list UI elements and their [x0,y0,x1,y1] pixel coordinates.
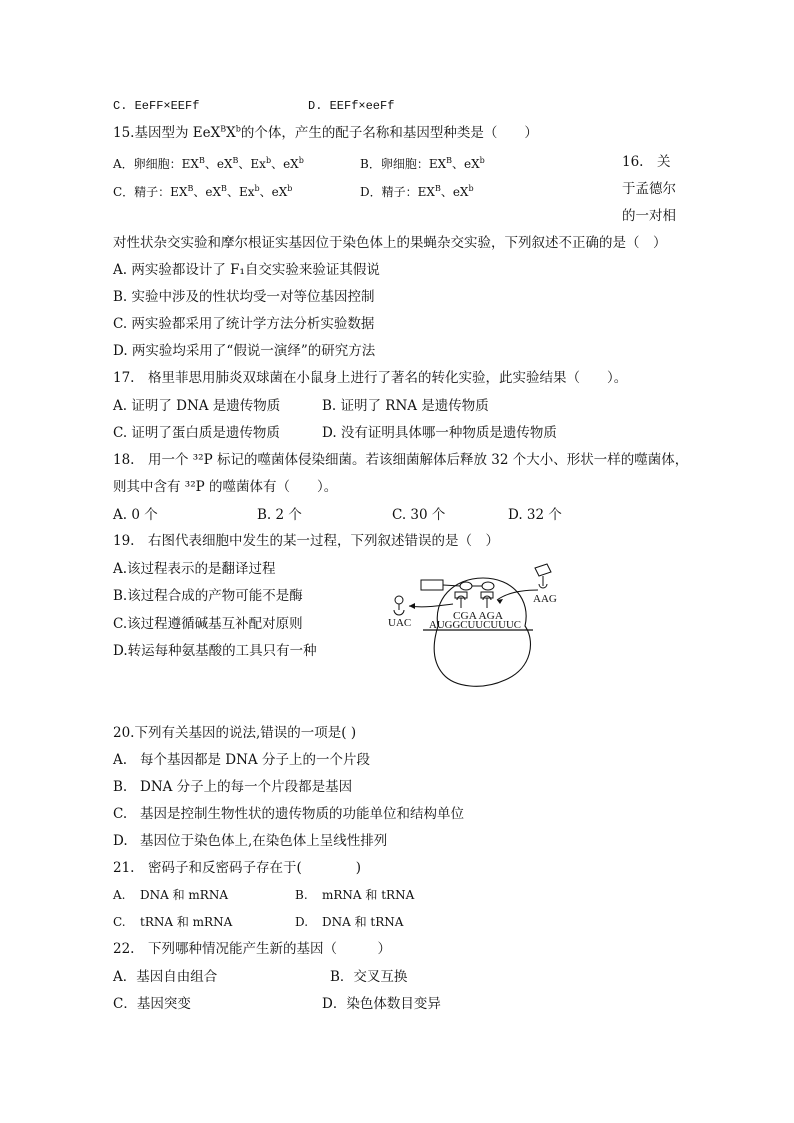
q21-option-c-key: C. [113,915,126,929]
q21-option-d-key: D. [295,915,309,929]
outgoing-trna-icon [394,596,404,615]
q21-option-c: tRNA 和 mRNA [140,915,233,929]
q20-option-c-key: C. [113,806,128,822]
peptide-chain [421,580,494,590]
q14-option-d: D. EEFf×eeFf [308,99,395,113]
q20-option-c: 基因是控制生物性状的遗传物质的功能单位和结构单位 [140,806,464,822]
anticodon-uac-label: UAC [388,617,412,629]
q19-option-a: A.该过程表示的是翻译过程 [113,561,276,577]
anticodon-aag-label: AAG [533,593,557,605]
q15-option-d: D．精子：$EX^B$、$eX^b$ [360,184,474,199]
ribosome-shape [434,578,530,686]
q19-option-b: B.该过程合成的产物可能不是酶 [113,588,303,604]
q19-stem: 19. 右图代表细胞中发生的某一过程，下列叙述错误的是（ ） [113,533,499,549]
q15-option-b: B．卵细胞：$EX^B$、$eX^b$ [360,156,485,171]
q22-option-b: B．交叉互换 [330,969,408,985]
q14-option-c: C. EeFF×EEFf [113,99,200,113]
q20-option-d: 基因位于染色体上,在染色体上呈线性排列 [140,833,388,849]
q21-option-a: DNA 和 mRNA [140,888,228,902]
q20-option-a-key: A. [113,752,128,768]
q18-option-a: A. 0 个 [113,507,158,523]
q16-stem-line1: 16. 关 [622,154,671,170]
q17-option-b: B. 证明了 RNA 是遗传物质 [322,398,489,414]
q18-option-c: C. 30 个 [392,507,446,523]
q20-option-b: DNA 分子上的每一个片段都是基因 [140,779,353,795]
arrow-in [497,590,538,600]
q22-option-a: A．基因自由组合 [113,969,218,985]
q17-stem: 17. 格里菲思用肺炎双球菌在小鼠身上进行了著名的转化实验，此实验结果（ ）。 [113,370,628,386]
arrow-out [409,604,453,607]
q16-stem-line4: 对性状杂交实验和摩尔根证实基因位于染色体上的果蝇杂交实验，下列叙述不正确的是（ ） [113,235,667,251]
q18-option-d: D. 32 个 [508,507,562,523]
q19-option-c: C.该过程遵循碱基互补配对原则 [113,616,303,632]
q20-option-a: 每个基因都是 DNA 分子上的一个片段 [140,752,370,768]
q20-option-d-key: D. [113,833,128,849]
q18-stem-line1: 18. 用一个 ³²P 标记的噬菌体侵染细菌。若该细菌解体后释放 32 个大小、形状一样的噬菌体， [113,452,689,468]
q19-option-d: D.转运每种氨基酸的工具只有一种 [113,643,317,659]
q18-option-b: B. 2 个 [257,507,302,523]
q17-option-d: D. 没有证明具体哪一种物质是遗传物质 [322,425,557,441]
q22-option-c: C．基因突变 [113,996,191,1012]
q16-option-b: B. 实验中涉及的性状均受一对等位基因控制 [113,289,375,305]
q16-option-a: A. 两实验都设计了 F₁自交实验来验证其假说 [113,262,380,278]
q18-stem-line2: 则其中含有 ³²P 的噬菌体有（ ）。 [113,479,338,495]
q22-option-d: D．染色体数目变异 [322,996,441,1012]
codon-labels: CGA AGA [453,610,504,622]
q22-stem: 22. 下列哪种情况能产生新的基因（ ） [113,941,391,957]
q21-option-d: DNA 和 tRNA [322,915,404,929]
q20-stem: 20.下列有关基因的说法,错误的一项是( ) [113,725,357,741]
q16-option-d: D. 两实验均采用了“假说一演绎”的研究方法 [113,343,376,359]
q20-option-b-key: B. [113,779,128,795]
q16-stem-line3: 的一对相 [622,208,676,224]
q21-option-b: mRNA 和 tRNA [322,888,415,902]
q21-option-b-key: B. [295,888,308,902]
q21-option-a-key: A. [113,888,126,902]
q17-option-a: A. 证明了 DNA 是遗传物质 [113,398,281,414]
q15-option-c: C．精子：$EX^B$、$eX^B$、Ex$^b$、$eX^b$ [113,184,293,199]
q16-stem-line2: 于孟德尔 [622,181,676,197]
q21-stem: 21. 密码子和反密码子存在于( ) [113,860,362,876]
trna-icon [455,592,493,608]
translation-diagram [383,560,563,690]
q16-option-c: C. 两实验都采用了统计学方法分析实验数据 [113,316,375,332]
q15-stem: 15.基因型为 $EeX^BX^b$的个体，产生的配子名称和基因型种类是（ ） [113,124,538,141]
arrow-out-head [409,603,415,609]
incoming-trna-icon [535,564,551,588]
q15-option-a: A．卵细胞：$EX^B$、$eX^B$、Ex$^b$、$eX^b$ [113,156,304,171]
q17-option-c: C. 证明了蛋白质是遗传物质 [113,425,280,441]
mrna-sequence-label: AUGGCUUCUUUC [429,619,521,631]
